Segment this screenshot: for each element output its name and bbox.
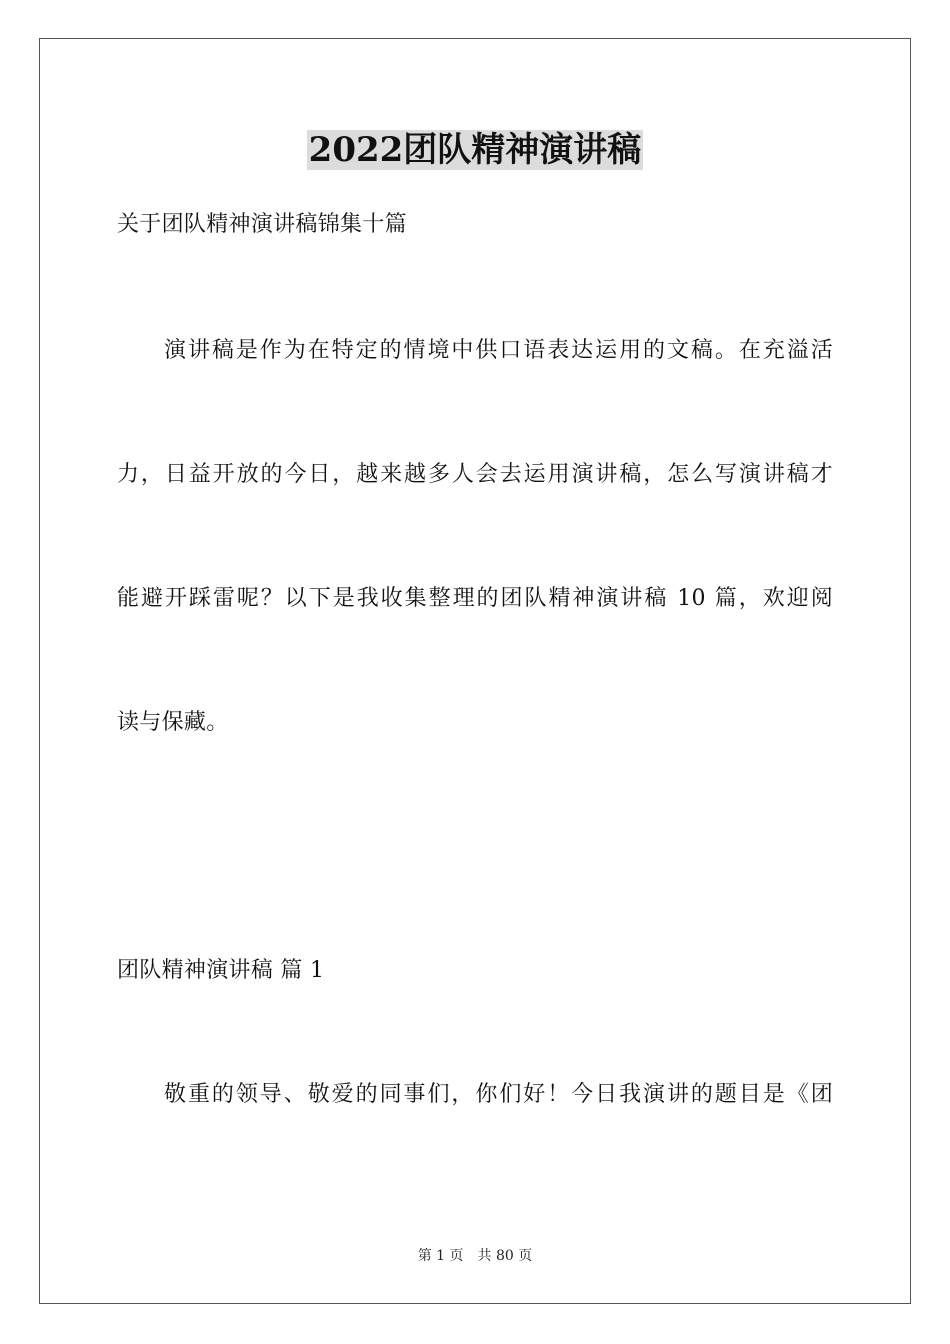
page-footer	[0, 1247, 950, 1265]
document-title	[0, 130, 950, 170]
document-title-text: 2022团队精神演讲稿	[308, 130, 642, 170]
intro-paragraph-line: 读与保藏。	[117, 710, 229, 735]
page-total: 共 80 页	[477, 1248, 533, 1264]
page-number: 第 1 页	[417, 1248, 464, 1264]
document-subtitle: 关于团队精神演讲稿锦集十篇	[117, 212, 407, 237]
intro-paragraph-line: 演讲稿是作为在特定的情境中供口语表达运用的文稿。在充溢活	[164, 338, 833, 363]
intro-paragraph-line: 力，日益开放的今日，越来越多人会去运用演讲稿，怎么写演讲稿才	[117, 462, 833, 487]
section-paragraph-line: 敬重的领导、敬爱的同事们，你们好！今日我演讲的题目是《团	[164, 1082, 833, 1107]
intro-paragraph-line: 能避开踩雷呢？以下是我收集整理的团队精神演讲稿 10 篇，欢迎阅	[117, 586, 833, 611]
section-heading: 团队精神演讲稿 篇 1	[117, 958, 325, 983]
